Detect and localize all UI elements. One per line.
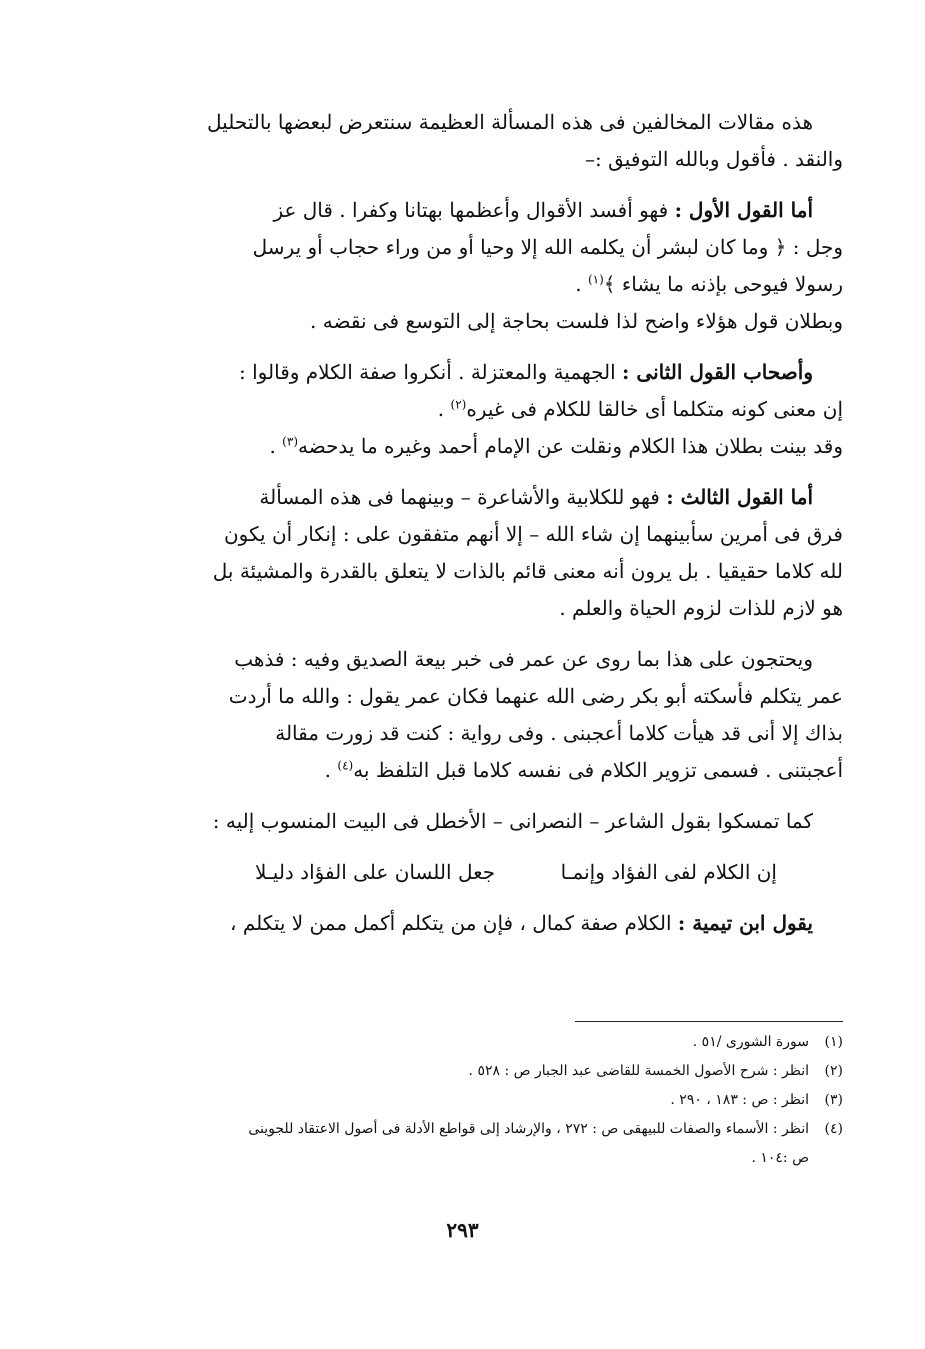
paragraph-first-opinion [150, 192, 843, 340]
paragraph-second-opinion [150, 354, 843, 465]
section-heading: أما القول الثالث : [666, 485, 813, 509]
paragraph-argument [150, 641, 843, 789]
text-line: وبطلان قول هؤلاء واضح لذا فلست بحاجة إلى التوسع فى نقضه . [310, 309, 843, 333]
text-line: عمر يتكلم فأسكته أبو بكر رضى الله عنهما فكان عمر يقول : والله ما أردت [228, 684, 843, 708]
verse-second-hemistich: جعل اللسان على الفؤاد دليـلا [255, 860, 496, 884]
poetry-verse [150, 854, 843, 891]
footnote-number: (٤) [824, 1121, 843, 1137]
text-line: فهو للكلابية والأشاعرة – وبينهما فى هذه المسألة [259, 485, 660, 509]
text-line: فهو أفسد الأقوال وأعظمها بهتانا وكفرا . قال عز [273, 198, 669, 222]
footnote-marker: (٤) [337, 758, 354, 773]
text-line: هو لازم للذات لزوم الحياة والعلم . [559, 596, 843, 620]
text-line: وقد بينت بطلان هذا الكلام ونقلت عن الإمام أحمد وغيره ما يدحضه [298, 434, 843, 458]
section-heading: أما القول الأول : [674, 198, 813, 222]
footnote-text: سورة الشورى /٥١ . [692, 1034, 809, 1050]
text-line: فرق فى أمرين سأبينهما إن شاء الله – إلا أنهم متفقون على : إنكار أن يكون [223, 522, 843, 546]
footnote-marker: (١) [587, 272, 604, 287]
footnote [150, 1028, 843, 1057]
text-line: هذه مقالات المخالفين فى هذه المسألة العظيمة سنتعرض لبعضها بالتحليل [207, 110, 813, 134]
section-heading: وأصحاب القول الثانى : [622, 360, 813, 384]
footnote-continuation: ص :١٠٤ . [751, 1150, 809, 1166]
text-line: لله كلاما حقيقيا . بل يرون أنه معنى قائم بالذات لا يتعلق بالقدرة والمشيئة بل [212, 559, 843, 583]
footnote-number: (٢) [824, 1063, 843, 1079]
text-line: وجل : ﴿ وما كان لبشر أن يكلمه الله إلا وحيا أو من وراء حجاب أو يرسل [252, 235, 843, 259]
footnote-text: انظر : ص : ١٨٣ ، ٢٩٠ . [670, 1092, 809, 1108]
footnotes [150, 1028, 843, 1173]
footnote-divider [575, 1021, 843, 1022]
footnote-text: انظر : الأسماء والصفات للبيهقى ص : ٢٧٢ ، والإرشاد إلى قواطع الأدلة فى أصول الاعتقاد للجوينى [248, 1121, 809, 1137]
text-line: الجهمية والمعتزلة . أنكروا صفة الكلام وقالوا : [239, 360, 616, 384]
section-heading: يقول ابن تيمية : [677, 911, 813, 935]
punctuation: . [575, 272, 582, 296]
footnote-text: انظر : شرح الأصول الخمسة للقاضى عبد الجبار ص : ٥٢٨ . [468, 1063, 809, 1079]
paragraph-intro [150, 104, 843, 178]
text-line: أعجبتنى . فسمى تزوير الكلام فى نفسه كلاما قبل التلفظ به [353, 758, 843, 782]
text-line: إن معنى كونه متكلما أى خالقا للكلام فى غيره [466, 397, 843, 421]
paragraph-third-opinion [150, 479, 843, 627]
footnote [150, 1057, 843, 1086]
text-line: بذاك إلا أنى قد هيأت كلاما أعجبنى . وفى رواية : كنت قد زورت مقالة [275, 721, 843, 745]
punctuation: . [324, 758, 332, 782]
paragraph-poet [150, 803, 843, 840]
text-line: الكلام صفة كمال ، فإن من يتكلم أكمل ممن لا يتكلم ، [230, 911, 672, 935]
text-line: ويحتجون على هذا بما روى عن عمر فى خبر بيعة الصديق وفيه : فذهب [234, 647, 813, 671]
punctuation: . [437, 397, 445, 421]
paragraph-ibn-taymiyya [150, 905, 843, 942]
verse-first-hemistich: إن الكلام لفى الفؤاد وإنمـا [560, 860, 777, 884]
text-line: كما تمسكوا بقول الشاعر – النصرانى – الأخطل فى البيت المنسوب إليه : [212, 809, 813, 833]
footnote [150, 1086, 843, 1115]
page-number: ٢٩٣ [446, 1218, 479, 1242]
text-line: والنقد . فأقول وبالله التوفيق :– [585, 147, 843, 171]
footnote-number: (١) [824, 1034, 843, 1050]
footnote-marker: (٣) [282, 434, 298, 449]
footnote-number: (٣) [824, 1092, 843, 1108]
text-line: رسولا فيوحى بإذنه ما يشاء ﴾ [603, 272, 843, 296]
footnote-marker: (٢) [450, 397, 467, 412]
punctuation: . [269, 434, 276, 458]
footnote [150, 1115, 843, 1144]
main-text [150, 104, 843, 956]
